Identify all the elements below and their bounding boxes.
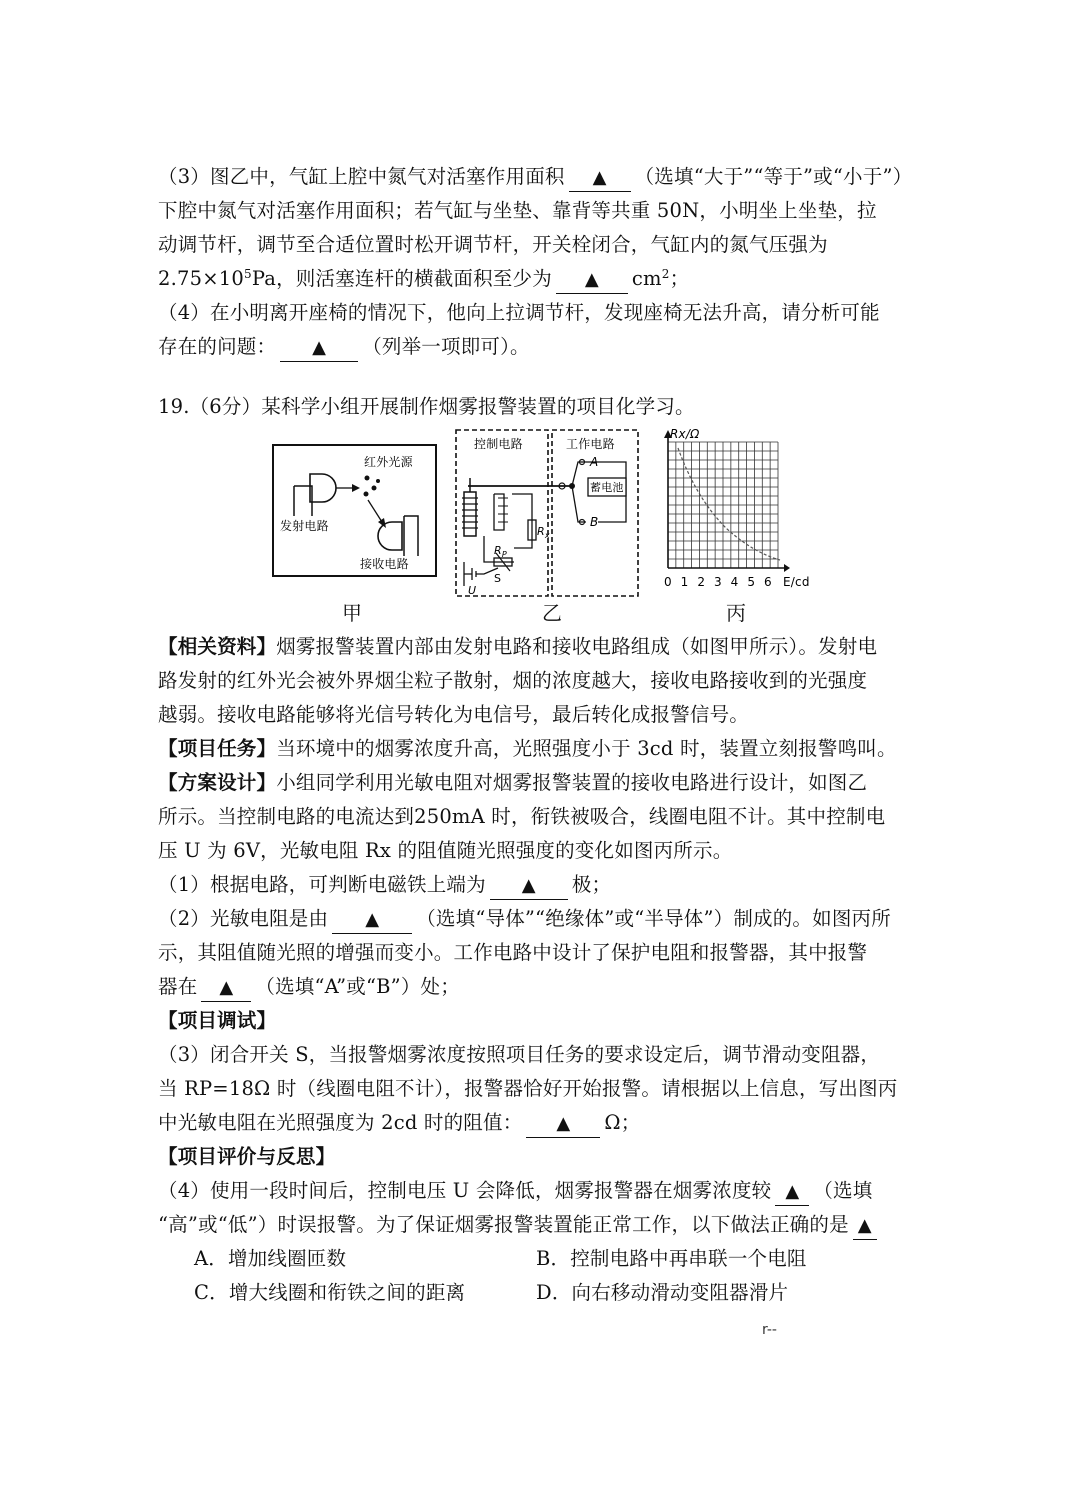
rx-curve <box>678 448 780 560</box>
q19-part1: （1）根据电路，可判断电磁铁上端为 ▲ 极； <box>158 868 898 902</box>
option-b[interactable]: B．控制电路中再串联一个电阻 <box>536 1247 807 1270</box>
triangle-icon: ▲ <box>857 1215 872 1236</box>
label-a: A <box>590 455 599 469</box>
q19-part2-line2: 示，其阻值随光照的增强而变小。工作电路中设计了保护电阻和报警器，其中报警 <box>158 941 868 964</box>
q19-part3-line2: 当 RP=18Ω 时（线圈电阻不计），报警器恰好开始报警。请根据以上信息，写出图丙 <box>158 1077 898 1100</box>
options-row1 <box>158 1242 898 1276</box>
x-tick-label: 2 <box>697 575 706 589</box>
answer-blank[interactable] <box>280 334 358 362</box>
figure-jia-diagram <box>272 444 438 578</box>
figure-bing-label: 丙 <box>726 601 747 625</box>
x-tick-label: 4 <box>730 575 739 589</box>
design-line1: 【方案设计】小组同学利用光敏电阻对烟雾报警装置的接收电路进行设计，如图乙 <box>158 771 868 794</box>
design-line3: 压 U 为 6V，光敏电阻 Rx 的阻值随光照强度的变化如图丙所示。 <box>158 839 733 862</box>
q19-part3-line3: 中光敏电阻在光照强度为 2cd 时的阻值： ▲ Ω； <box>158 1106 898 1140</box>
label-emitter: 发射电路 <box>280 519 329 533</box>
task-line: 【项目任务】当环境中的烟雾浓度升高，光照强度小于 3cd 时，装置立刻报警鸣叫。 <box>158 737 897 760</box>
answer-blank[interactable] <box>526 1110 600 1138</box>
triangle-icon: ▲ <box>219 977 234 998</box>
label-ir-source: 红外光源 <box>364 455 413 469</box>
q18-part3-line3: 动调节杆，调节至合适位置时松开调节杆，开关栓闭合，气缸内的氮气压强为 <box>158 233 828 256</box>
info-line1: 【相关资料】烟雾报警装置内部由发射电路和接收电路组成（如图甲所示）。发射电 <box>158 635 878 658</box>
q18-part4-line2: 存在的问题： ▲ （列举一项即可）。 <box>158 330 898 364</box>
x-tick-label: 5 <box>747 575 756 589</box>
triangle-icon: ▲ <box>365 909 380 930</box>
x-tick-label: 3 <box>714 575 722 589</box>
chart-grid <box>668 442 778 568</box>
eval-tag: 【项目评价与反思】 <box>158 1145 336 1168</box>
info-line2: 路发射的红外光会被外界烟尘粒子散射，烟的浓度越大，接收电路接收到的光强度 <box>158 669 868 692</box>
exam-page <box>158 160 913 1310</box>
q19-part4-line2: “高”或“低”）时误报警。为了保证烟雾报警装置能正常工作，以下做法正确的是 ▲ <box>158 1208 898 1242</box>
answer-blank[interactable] <box>775 1178 809 1206</box>
answer-blank[interactable] <box>332 906 412 934</box>
info-line3: 越弱。接收电路能够将光信号转化为电信号，最后转化成报警信号。 <box>158 703 750 726</box>
triangle-icon: ▲ <box>556 1113 571 1134</box>
q19-part2-line1: （2）光敏电阻是由 ▲ （选填“导体”“绝缘体”或“半导体”）制成的。如图丙所 <box>158 902 898 936</box>
label-b: B <box>590 515 599 529</box>
figure-yi-label: 乙 <box>542 601 563 625</box>
q18-part4-line1: （4）在小明离开座椅的情况下，他向上拉调节杆，发现座椅无法升高，请分析可能 <box>158 301 880 324</box>
x-tick-labels <box>664 575 772 589</box>
q18-part3-line2: 下腔中氮气对活塞作用面积；若气缸与坐垫、靠背等共重 50N，小明坐上坐垫，拉 <box>158 199 877 222</box>
q18-part3-line4: $2.75\times 10^5Pa$，则活塞连杆的横截面积至少为 ▲ $cm^2$； <box>158 262 898 296</box>
triangle-icon: ▲ <box>521 875 536 896</box>
label-u: U <box>468 584 477 597</box>
options-row2 <box>158 1276 898 1310</box>
triangle-icon: ▲ <box>592 167 607 188</box>
triangle-icon: ▲ <box>312 337 327 358</box>
x-axis-label: E/cd <box>783 575 810 589</box>
figure-jia-label: 甲 <box>342 601 363 625</box>
answer-blank[interactable] <box>201 974 251 1002</box>
label-receiver: 接收电路 <box>360 557 409 571</box>
label-control-circuit: 控制电路 <box>474 437 523 451</box>
x-tick-label: 1 <box>680 575 689 589</box>
footer-mark: r-- <box>762 1322 777 1338</box>
x-tick-label: 0 <box>664 575 672 589</box>
label-switch: S <box>494 572 502 585</box>
answer-blank[interactable] <box>853 1212 877 1240</box>
q19-title: 19.（6分）某科学小组开展制作烟雾报警装置的项目化学习。 <box>158 395 695 418</box>
answer-blank[interactable] <box>490 872 568 900</box>
answer-blank[interactable] <box>569 164 631 192</box>
design-line2: 所示。当控制电路的电流达到250mA 时，衔铁被吸合，线圈电阻不计。其中控制电 <box>158 805 886 828</box>
answer-blank[interactable] <box>556 266 628 294</box>
x-tick-label: 6 <box>764 575 772 589</box>
label-work-circuit: 工作电路 <box>566 437 615 451</box>
triangle-icon: ▲ <box>785 1181 800 1202</box>
label-battery: 蓄电池 <box>590 481 624 494</box>
option-a[interactable]: A．增加线圈匝数 <box>194 1247 347 1270</box>
triangle-icon: ▲ <box>584 269 599 290</box>
figure-bing-chart <box>656 428 826 596</box>
q19-part3-line1: （3）闭合开关 S，当报警烟雾浓度按照项目任务的要求设定后，调节滑动变阻器， <box>158 1043 881 1066</box>
q18-part3-line1: （3）图乙中，气缸上腔中氮气对活塞作用面积 ▲ （选填“大于”“等于”或“小于”） <box>158 160 898 194</box>
q19-figures <box>158 428 898 628</box>
option-c[interactable]: C．增大线圈和衔铁之间的距离 <box>194 1281 466 1304</box>
q19-part4-line1: （4）使用一段时间后，控制电压 U 会降低，烟雾报警器在烟雾浓度较 ▲ （选填 <box>158 1174 898 1208</box>
option-d[interactable]: D．向右移动滑动变阻器滑片 <box>536 1281 789 1304</box>
debug-tag: 【项目调试】 <box>158 1009 277 1032</box>
y-axis-label: Rx/Ω <box>670 428 700 441</box>
label-rp: $R_P$ <box>494 544 507 559</box>
q19-part2-line3: 器在 ▲ （选填“A”或“B”）处； <box>158 970 898 1004</box>
figure-yi-diagram <box>454 428 642 600</box>
label-rx: $R_x$ <box>537 525 550 540</box>
